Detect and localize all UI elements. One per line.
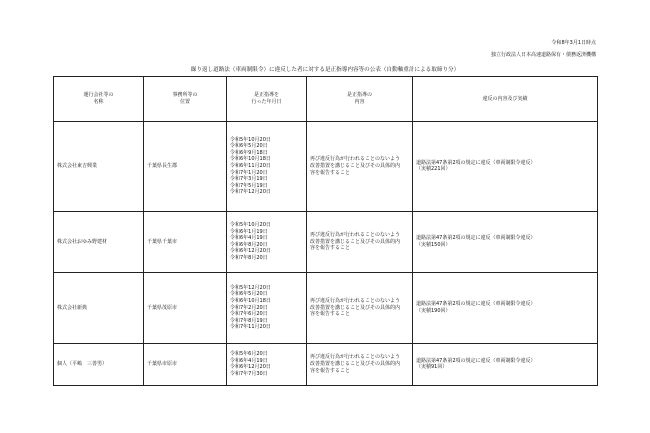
guidance-date: 令和5年6月20日 xyxy=(230,351,268,358)
header-line: 位置 xyxy=(179,99,190,105)
company-name-cell: 株式会社新典 xyxy=(54,272,144,343)
guidance-date: 令和6年4月19日 xyxy=(230,235,268,242)
guidance-date: 令和6年11月20日 xyxy=(230,163,271,170)
header-line: 是正指導の xyxy=(346,92,372,99)
violation-line: （実積91回） xyxy=(416,364,448,371)
header-line: 是正指導を xyxy=(253,92,279,99)
header-line: 事務所等の xyxy=(172,92,198,99)
violation-line: （実積150回） xyxy=(416,241,451,248)
office-location-cell: 千葉県茂原市 xyxy=(144,272,227,343)
table-body xyxy=(54,122,598,386)
guidance-date: 令和7年7月30日 xyxy=(230,370,268,377)
violation-details-cell xyxy=(413,122,598,212)
guidance-date: 令和5年12月20日 xyxy=(230,284,271,291)
guidance-date: 令和5年10月20日 xyxy=(230,222,271,229)
violation-line: （実積190回） xyxy=(416,307,451,314)
header-guidance-dates xyxy=(227,77,307,122)
guidance-date: 令和7年6月20日 xyxy=(230,311,268,318)
guidance-content-line: 改善措置を講じること及びその具体的内 xyxy=(310,361,401,368)
guidance-content-line: 改善措置を講じること及びその具体的内 xyxy=(310,304,401,311)
guidance-dates-cell xyxy=(227,122,307,212)
table-header-row xyxy=(54,77,598,122)
guidance-content-line: 再び違反行為が行われることのないよう xyxy=(310,231,401,238)
guidance-dates-cell xyxy=(227,343,307,385)
table-row xyxy=(54,272,598,343)
organization-name: 独立行政法人日本高速道路保有・債務返済機構 xyxy=(490,52,596,58)
header-violation-details xyxy=(413,77,598,122)
guidance-content-line: 再び違反行為が行われることのないよう xyxy=(310,297,401,304)
company-name-cell: 個人（平嶋 三善男） xyxy=(54,343,144,385)
guidance-content-line: 容を報告すること xyxy=(310,169,351,176)
company-name-cell: 株式会社おゆみ野建材 xyxy=(54,211,144,272)
guidance-date: 令和7年8月20日 xyxy=(230,255,268,262)
guidance-date: 令和7年12月20日 xyxy=(230,189,271,196)
guidance-content-cell xyxy=(307,211,413,272)
guidance-date: 令和7年1月20日 xyxy=(230,169,268,176)
office-location-cell: 千葉県千葉市 xyxy=(144,211,227,272)
guidance-content-cell xyxy=(307,272,413,343)
guidance-content-line: 容を報告すること xyxy=(310,311,351,318)
guidance-date: 令和6年9月18日 xyxy=(230,149,268,156)
guidance-date: 令和6年12月20日 xyxy=(230,248,271,255)
guidance-content-line: 容を報告すること xyxy=(310,367,351,374)
guidance-content-line: 再び違反行為が行われることのないよう xyxy=(310,354,401,361)
violation-details-cell xyxy=(413,272,598,343)
guidance-date: 令和6年5月20日 xyxy=(230,143,268,150)
guidance-date: 令和7年2月20日 xyxy=(230,304,268,311)
violation-line: 道路法第47条第2項の規定に違反（車両制限令違反） xyxy=(416,159,536,166)
header-company-name xyxy=(54,77,144,122)
guidance-date: 令和6年5月20日 xyxy=(230,291,268,298)
guidance-date: 令和6年4月19日 xyxy=(230,357,268,364)
table-row xyxy=(54,122,598,212)
office-location-cell: 千葉県長生郡 xyxy=(144,122,227,212)
guidance-dates-cell xyxy=(227,211,307,272)
header-line: 名称 xyxy=(93,99,104,105)
guidance-date: 令和7年5月19日 xyxy=(230,182,268,189)
guidance-content-line: 改善措置を講じること及びその具体的内 xyxy=(310,163,401,170)
guidance-content-cell xyxy=(307,122,413,212)
guidance-content-line: 容を報告すること xyxy=(310,245,351,252)
guidance-date: 令和5年10月20日 xyxy=(230,136,271,143)
violations-table xyxy=(53,76,598,386)
guidance-content-line: 再び違反行為が行われることのないよう xyxy=(310,156,401,163)
header-line: 内容 xyxy=(354,99,365,105)
guidance-date: 令和6年10月18日 xyxy=(230,156,271,163)
violation-line: （実積221回） xyxy=(416,166,451,173)
violation-details-cell xyxy=(413,343,598,385)
header-office-location xyxy=(144,77,227,122)
table-row xyxy=(54,211,598,272)
header-line: 運行会社等の xyxy=(83,92,114,99)
header-guidance-content xyxy=(307,77,413,122)
violation-details-cell xyxy=(413,211,598,272)
as-of-date: 令和8年3月1日時点 xyxy=(551,40,596,46)
violation-line: 道路法第47条第2項の規定に違反（車両制限令違反） xyxy=(416,357,536,364)
guidance-date: 令和6年8月20日 xyxy=(230,241,268,248)
guidance-date: 令和7年3月19日 xyxy=(230,176,268,183)
guidance-dates-cell xyxy=(227,272,307,343)
guidance-date: 令和7年11月20日 xyxy=(230,324,271,331)
office-location-cell: 千葉県市原市 xyxy=(144,343,227,385)
guidance-date: 令和7年8月19日 xyxy=(230,317,268,324)
table-row xyxy=(54,343,598,385)
guidance-date: 令和6年10月18日 xyxy=(230,297,271,304)
header-line: 違反の内容及び実績 xyxy=(482,95,528,102)
violation-line: 道路法第47条第2項の規定に違反（車両制限令違反） xyxy=(416,301,536,308)
header-line: 行った年月日 xyxy=(251,99,282,105)
violation-line: 道路法第47条第2項の規定に違反（車両制限令違反） xyxy=(416,235,536,242)
guidance-date: 令和6年1月19日 xyxy=(230,228,268,235)
document-title: 繰り返し道路法（車両制限令）に違反した者に対する是正指導内容等の公表（自動軸重計による取締り分） xyxy=(190,67,460,73)
guidance-date: 令和6年12月20日 xyxy=(230,364,271,371)
guidance-content-cell xyxy=(307,343,413,385)
guidance-content-line: 改善措置を講じること及びその具体的内 xyxy=(310,238,401,245)
company-name-cell: 株式会社東吉興業 xyxy=(54,122,144,212)
